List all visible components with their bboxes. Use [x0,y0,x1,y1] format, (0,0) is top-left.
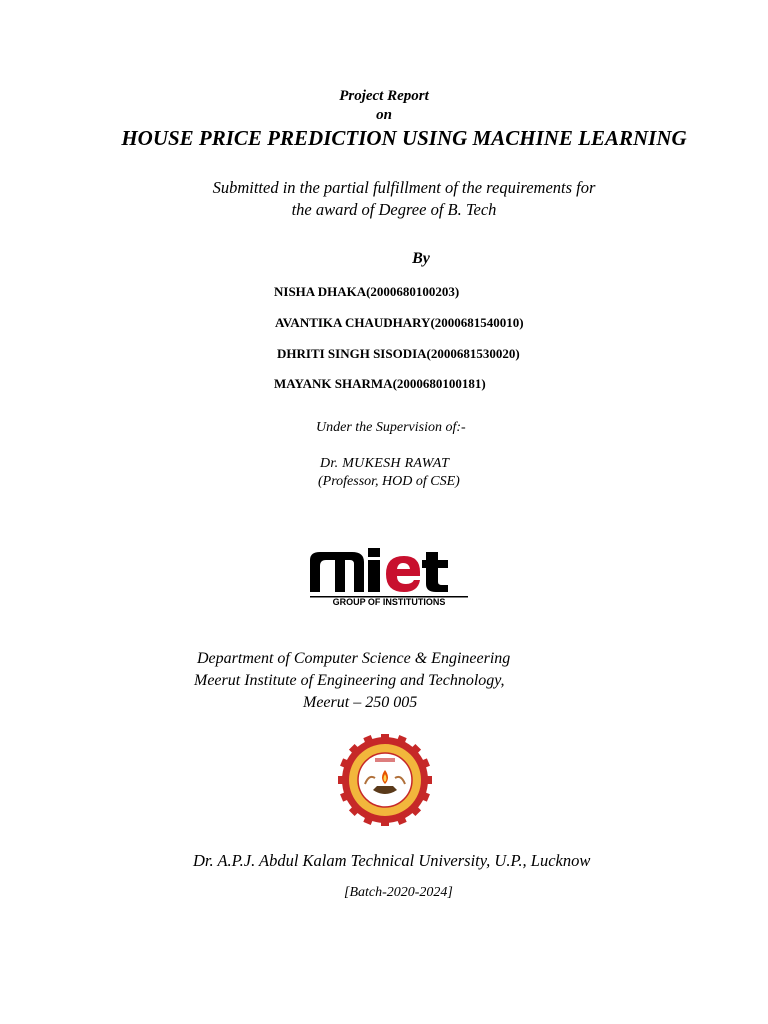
report-title: HOUSE PRICE PREDICTION USING MACHINE LEARNING [121,126,687,150]
report-kicker: Project Report [339,88,429,104]
batch-label: [Batch-2020-2024] [344,885,453,900]
university-seal [330,734,440,826]
submission-line-1: Submitted in the partial fulfillment of the requirements for [212,178,596,197]
team-member: AVANTIKA CHAUDHARY(2000681540010) [275,315,524,330]
team-member: DHRITI SINGH SISODIA(2000681530020) [277,346,520,361]
miet-tagline: GROUP OF INSTITUTIONS [332,597,446,607]
team-member: NISHA DHAKA(2000680100203) [274,284,460,299]
university-seal-icon [330,734,440,826]
submission-line-2: the award of Degree of B. Tech [291,200,497,219]
department-line-2: Meerut Institute of Engineering and Technology, [194,672,505,689]
university-name: Dr. A.P.J. Abdul Kalam Technical University, U.P., Lucknow [193,851,591,870]
team-member: MAYANK SHARMA(2000680100181) [274,376,486,391]
by-label: By [412,250,430,267]
supervisor-role: (Professor, HOD of CSE) [318,474,460,489]
supervision-label: Under the Supervision of:- [316,420,466,435]
department-line-1: Department of Computer Science & Engineering [197,650,511,667]
department-line-3: Meerut – 250 005 [303,694,418,711]
supervisor-name: Dr. MUKESH RAWAT [320,456,450,471]
miet-logo-icon [306,540,472,608]
report-on: on [376,107,392,123]
miet-logo [306,540,472,608]
